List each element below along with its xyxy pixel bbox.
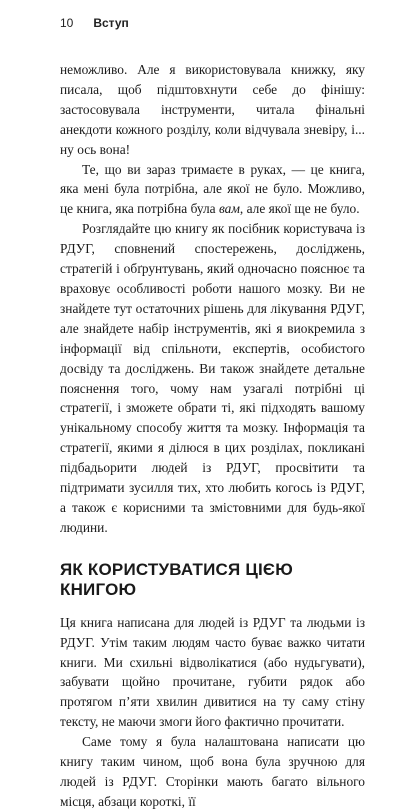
page-body bbox=[60, 60, 365, 812]
text-span: , але якої ще не було. bbox=[239, 201, 360, 217]
section-heading: ЯК КОРИСТУВАТИСЯ ЦІЄЮ КНИГОЮ bbox=[60, 559, 293, 599]
running-head: Вступ bbox=[93, 16, 129, 30]
page-number: 10 bbox=[60, 16, 74, 30]
paragraph: Ця книга написана для людей із РДУГ та людьми із РДУГ. Утім таким людям часто буває важко читати книги. Ми схильні відволікатися (або нудьгувати), забувати щойно прочитане, губити рядок або протягом п’яти хвилин дивитися на ту саму стіну тексту, не маючи змоги його фактично прочитати. bbox=[60, 614, 365, 730]
paragraph-continued: неможливо. Але я використовувала книжку, яку писала, щоб підштовхнути себе до фінішу: застосовувала інструменти, читала фінальні анекдоти кожного розділу, коли відчувала зневіру, і... ну ось вона! bbox=[60, 62, 365, 157]
paragraph bbox=[60, 160, 365, 220]
paragraph: Розглядайте цю книгу як посібник користувача із РДУГ, сповнений спостережень, досліджень, стратегій і обґрунтувань, який одночасно пояснює та враховує особливості роботи нашого мозку. Ви не знайдете тут остаточних рішень для лікування РДУГ, але знайдете набір інструментів, які я виокремила з інформації від спільноти, експертів, особистого досвіду та досліджень. Ви також знайдете детальне пояснення того, чому нам узагалі потрібні ці стратегії, і зможете обрати ті, які підходять вашому унікальному способу життя та мозку. Інформація та стратегії, якими я ділюся в цих розділах, покликані підбадьорити людей із РДУГ, просвітити та підтримати зусилля тих, хто любить когось із РДУГ, а також є корисними та змістовними для будь-якої людини. bbox=[60, 221, 365, 535]
page-header bbox=[60, 16, 129, 30]
emphasis: вам bbox=[218, 201, 240, 217]
paragraph: Саме тому я була налаштована написати цю книгу таким чином, щоб вона була зручною для людей із РДУГ. Сторінки мають багато вільного місця, абзаци короткі, її bbox=[60, 734, 365, 809]
text-span: Те, що ви зараз тримаєте в руках, — це книга, яка мені була потрібна, але якої не було. Можливо, це книга, яка потрібна була bbox=[60, 161, 365, 217]
